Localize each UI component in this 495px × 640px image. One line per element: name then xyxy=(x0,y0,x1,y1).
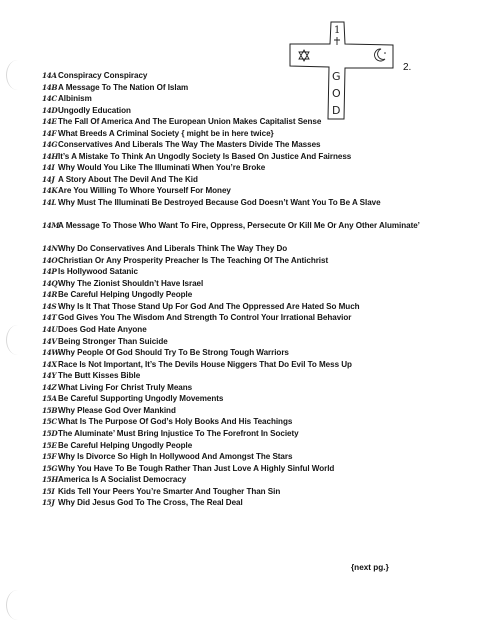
list-item xyxy=(42,301,482,313)
entry-title: Be Careful Supporting Ungodly Movements xyxy=(58,394,224,404)
entry-title: Race Is Not Important, It’s The Devils House Niggers That Do Evil To Mess Up xyxy=(58,359,352,369)
entry-code: 14T xyxy=(42,313,57,323)
list-item xyxy=(42,243,482,255)
entry-title: Is Hollywood Satanic xyxy=(58,267,138,277)
hole-punch-mark xyxy=(6,590,29,620)
entry-code: 14R xyxy=(42,290,58,300)
list-item xyxy=(42,162,482,174)
entry-code: 14P xyxy=(42,267,57,277)
entry-title: Kids Tell Your Peers You’re Smarter And Tougher Than Sin xyxy=(58,486,281,496)
cross-letter-o: O xyxy=(332,87,341,100)
entry-code: 14Y xyxy=(42,371,57,381)
list-item xyxy=(42,116,482,128)
star-of-david-icon xyxy=(299,50,309,61)
crescent-icon xyxy=(375,49,385,61)
entry-title: A Message To The Nation Of Islam xyxy=(58,82,189,92)
entry-title: Why You Have To Be Tough Rather Than Just Love A Highly Sinful World xyxy=(58,463,335,473)
entry-code: 14U xyxy=(42,325,58,335)
entry-title: The Butt Kisses Bible xyxy=(58,371,141,381)
entry-code: 14E xyxy=(42,117,57,127)
list-item xyxy=(42,416,482,428)
entry-code: 15J xyxy=(42,498,55,508)
next-page-note: {next pg.} xyxy=(351,563,389,572)
entry-title: Does God Hate Anyone xyxy=(58,325,147,335)
entry-title: Why The Zionist Shouldn’t Have Israel xyxy=(58,278,204,288)
list-item xyxy=(42,255,482,267)
hole-punch-mark xyxy=(6,60,29,90)
entry-title: Conservatives And Liberals The Way The Masters Divide The Masses xyxy=(58,140,321,150)
entry-code: 15D xyxy=(42,428,58,438)
list-item xyxy=(42,440,482,452)
list-item xyxy=(42,370,482,382)
entry-code: 14D xyxy=(42,105,58,115)
cross-letter-d: D xyxy=(332,104,341,117)
list-item xyxy=(42,393,482,405)
list-item xyxy=(42,497,482,509)
cross-top-number: 1 xyxy=(334,25,341,36)
entry-code: 14O xyxy=(42,255,58,265)
entry-code: 15F xyxy=(42,452,57,462)
entry-title: The Fall Of America And The European Union Makes Capitalist Sense xyxy=(58,117,322,127)
entry-title: Why Must The Illuminati Be Destroyed Because God Doesn’t Want You To Be A Slave xyxy=(58,198,381,208)
list-item xyxy=(42,70,482,82)
entry-code: 14G xyxy=(42,140,58,150)
list-item xyxy=(42,266,482,278)
entry-code: 15I xyxy=(42,486,55,496)
list-item xyxy=(42,405,482,417)
entry-code: 14B xyxy=(42,82,58,92)
list-item xyxy=(42,382,482,394)
entry-title: Why Is It That Those Stand Up For God And The Oppressed Are Hated So Much xyxy=(58,301,360,311)
list-item xyxy=(42,139,482,151)
list-item xyxy=(42,474,482,486)
entry-code: 15C xyxy=(42,417,57,427)
entry-title: Why Did Jesus God To The Cross, The Real Deal xyxy=(58,498,243,508)
entry-code: 14L xyxy=(42,198,57,208)
list-item xyxy=(42,174,482,186)
list-item xyxy=(42,197,482,220)
entry-title: Why People Of God Should Try To Be Strong Tough Warriors xyxy=(58,348,289,358)
list-item xyxy=(42,82,482,94)
entry-title: Be Careful Helping Ungodly People xyxy=(58,290,193,300)
entry-title: Why Is Divorce So High In Hollywood And Amongst The Stars xyxy=(58,452,293,462)
list-item xyxy=(42,151,482,163)
entry-code: 14C xyxy=(42,94,57,104)
entry-title: Albinism xyxy=(58,94,92,104)
list-item xyxy=(42,93,482,105)
entry-code: 15G xyxy=(42,463,58,473)
list-item xyxy=(42,324,482,336)
entry-code: 15H xyxy=(42,475,58,485)
entry-title: Why Do Conservatives And Liberals Think The Way They Do xyxy=(58,244,288,254)
entry-code: 14F xyxy=(42,128,57,138)
entry-title: Why Would You Like The Illuminati When You’re Broke xyxy=(58,163,266,173)
list-item xyxy=(42,336,482,348)
list-item xyxy=(42,428,482,440)
entry-title: It’s A Mistake To Think An Ungodly Society Is Based On Justice And Fairness xyxy=(58,151,352,161)
table-of-contents-list xyxy=(42,70,482,509)
list-item xyxy=(42,185,482,197)
entry-code: 15B xyxy=(42,405,58,415)
list-item xyxy=(42,451,482,463)
entry-title: The Aluminate’ Must Bring Injustice To The Forefront In Society xyxy=(58,428,299,438)
entry-code: 14I xyxy=(42,163,55,173)
hole-punch-mark xyxy=(6,325,29,355)
entry-code: 14S xyxy=(42,301,57,311)
entry-title: What Breeds A Criminal Society { might be in here twice} xyxy=(58,128,274,138)
entry-title: Are You Willing To Whore Yourself For Money xyxy=(58,186,231,196)
list-item xyxy=(42,289,482,301)
entry-code: 14H xyxy=(42,151,58,161)
entry-code: 14X xyxy=(42,359,57,369)
entry-code: 14W xyxy=(42,348,60,358)
entry-code: 14M xyxy=(42,221,60,231)
entry-title: A Message To Those Who Want To Fire, Oppress, Persecute Or Kill Me Or Any Other Aluminate’ xyxy=(58,221,420,231)
entry-title: What Is The Purpose Of God’s Holy Books And His Teachings xyxy=(58,417,293,427)
list-item xyxy=(42,347,482,359)
entry-code: 15E xyxy=(42,440,57,450)
small-cross-icon xyxy=(334,37,340,45)
cross-letter-g: G xyxy=(332,70,341,83)
crescent-star-icon xyxy=(384,52,386,54)
entry-code: 14Q xyxy=(42,278,58,288)
list-item xyxy=(42,128,482,140)
entry-title: Christian Or Any Prosperity Preacher Is The Teaching Of The Antichrist xyxy=(58,255,329,265)
list-item xyxy=(42,220,482,243)
entry-title: Ungodly Education xyxy=(58,105,131,115)
entry-code: 15A xyxy=(42,394,57,404)
page-number: 2. xyxy=(403,62,412,73)
entry-code: 14V xyxy=(42,336,57,346)
entry-code: 14N xyxy=(42,244,58,254)
list-item xyxy=(42,463,482,475)
entry-title: God Gives You The Wisdom And Strength To Control Your Irrational Behavior xyxy=(58,313,352,323)
entry-title: Conspiracy Conspiracy xyxy=(58,71,148,80)
entry-title: What Living For Christ Truly Means xyxy=(58,382,193,392)
entry-title: America Is A Socialist Democracy xyxy=(58,475,187,485)
entry-title: Be Careful Helping Ungodly People xyxy=(58,440,193,450)
list-item xyxy=(42,359,482,371)
entry-title: A Story About The Devil And The Kid xyxy=(58,174,198,184)
list-item xyxy=(42,312,482,324)
list-item xyxy=(42,278,482,290)
entry-code: 14Z xyxy=(42,382,57,392)
entry-code: 14A xyxy=(42,71,57,80)
entry-code: 14J xyxy=(42,174,55,184)
entry-title: Why Please God Over Mankind xyxy=(58,405,176,415)
entry-code: 14K xyxy=(42,186,58,196)
entry-title: Being Stronger Than Suicide xyxy=(58,336,168,346)
list-item xyxy=(42,105,482,117)
list-item xyxy=(42,486,482,498)
